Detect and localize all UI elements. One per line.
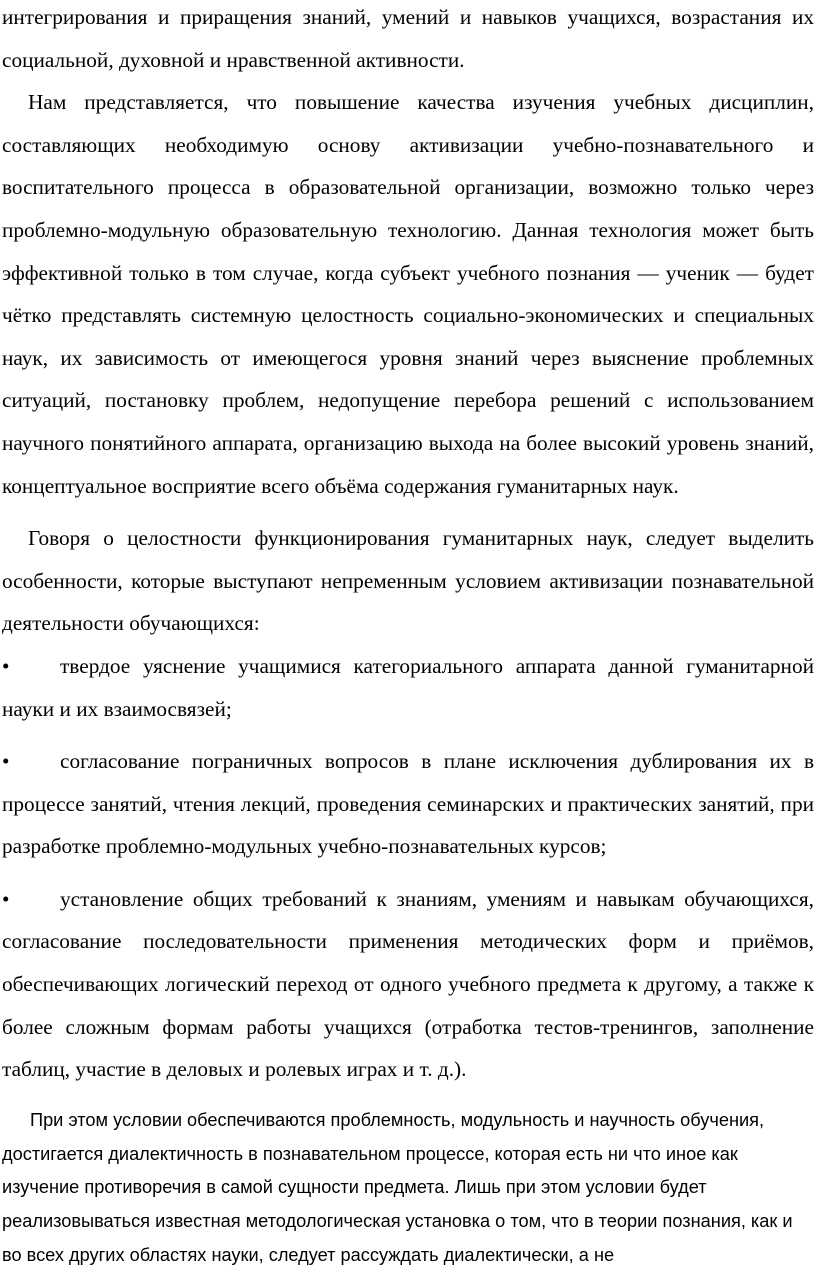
bullet-text: установление общих требований к знаниям, умениям и навыкам обучающихся, согласование последовательности применения методических форм и приёмов, обеспечивающих логический переход от одного учебного предмета к другому, а также к более сложным формам работы учащихся (отработка тестов-тренингов, заполнение таблиц, участие в деловых и ролевых играх и т. д.). [2, 886, 814, 1082]
bullet-icon: • [2, 886, 10, 911]
paragraph-closing: При этом условии обеспечиваются проблемность, модульность и научность обучения, достигается диалектичность в познавательном процессе, которая есть ни что иное как изучение противоречия в самой сущности предмета. Лишь при этом условии будет реализовываться известная методологическая установка о том, что в теории познания, как и во всех других областях науки, следует рассуждать диалектически, а не [2, 1109, 793, 1266]
bullet-icon: • [2, 749, 10, 774]
bullet-item [2, 878, 814, 1091]
paragraph-integrity: Говоря о целостности функционирования гуманитарных наук, следует выделить особенности, которые выступают непременным условием активизации познавательной деятельности обучающихся: [2, 526, 814, 636]
bullet-item [2, 645, 814, 730]
closing-section [2, 1104, 814, 1273]
bullet-text: твердое уяснение учащимися категориального аппарата данной гуманитарной науки и их взаимосвязей; [2, 653, 814, 721]
bullet-icon: • [2, 653, 10, 678]
paragraph-technology: Нам представляется, что повышение качества изучения учебных дисциплин, составляющих необходимую основу активизации учебно-познавательного и воспитательного процесса в образовательной организации, возможно только через проблемно-модульную образовательную технологию. Данная технология может быть эффективной только в том случае, когда субъект учебного познания — ученик — будет чётко представлять системную целостность социально-экономических и специальных наук, их зависимость от имеющегося уровня знаний через выяснение проблемных ситуаций, постановку проблем, недопущение перебора решений с использованием научного понятийного аппарата, организацию выхода на более высокий уровень знаний, концептуальное восприятие всего объёма содержания гуманитарных наук. [2, 90, 814, 498]
bullet-item [2, 740, 814, 868]
bullet-text: согласование пограничных вопросов в плане исключения дублирования их в процессе занятий, чтения лекций, проведения семинарских и практических занятий, при разработке проблемно-модульных учебно-познавательных курсов; [2, 749, 814, 859]
document-body [2, 0, 814, 1091]
paragraph-continuation: интегрирования и приращения знаний, умений и навыков учащихся, возрастания их социальной, духовной и нравственной активности. [2, 5, 814, 72]
